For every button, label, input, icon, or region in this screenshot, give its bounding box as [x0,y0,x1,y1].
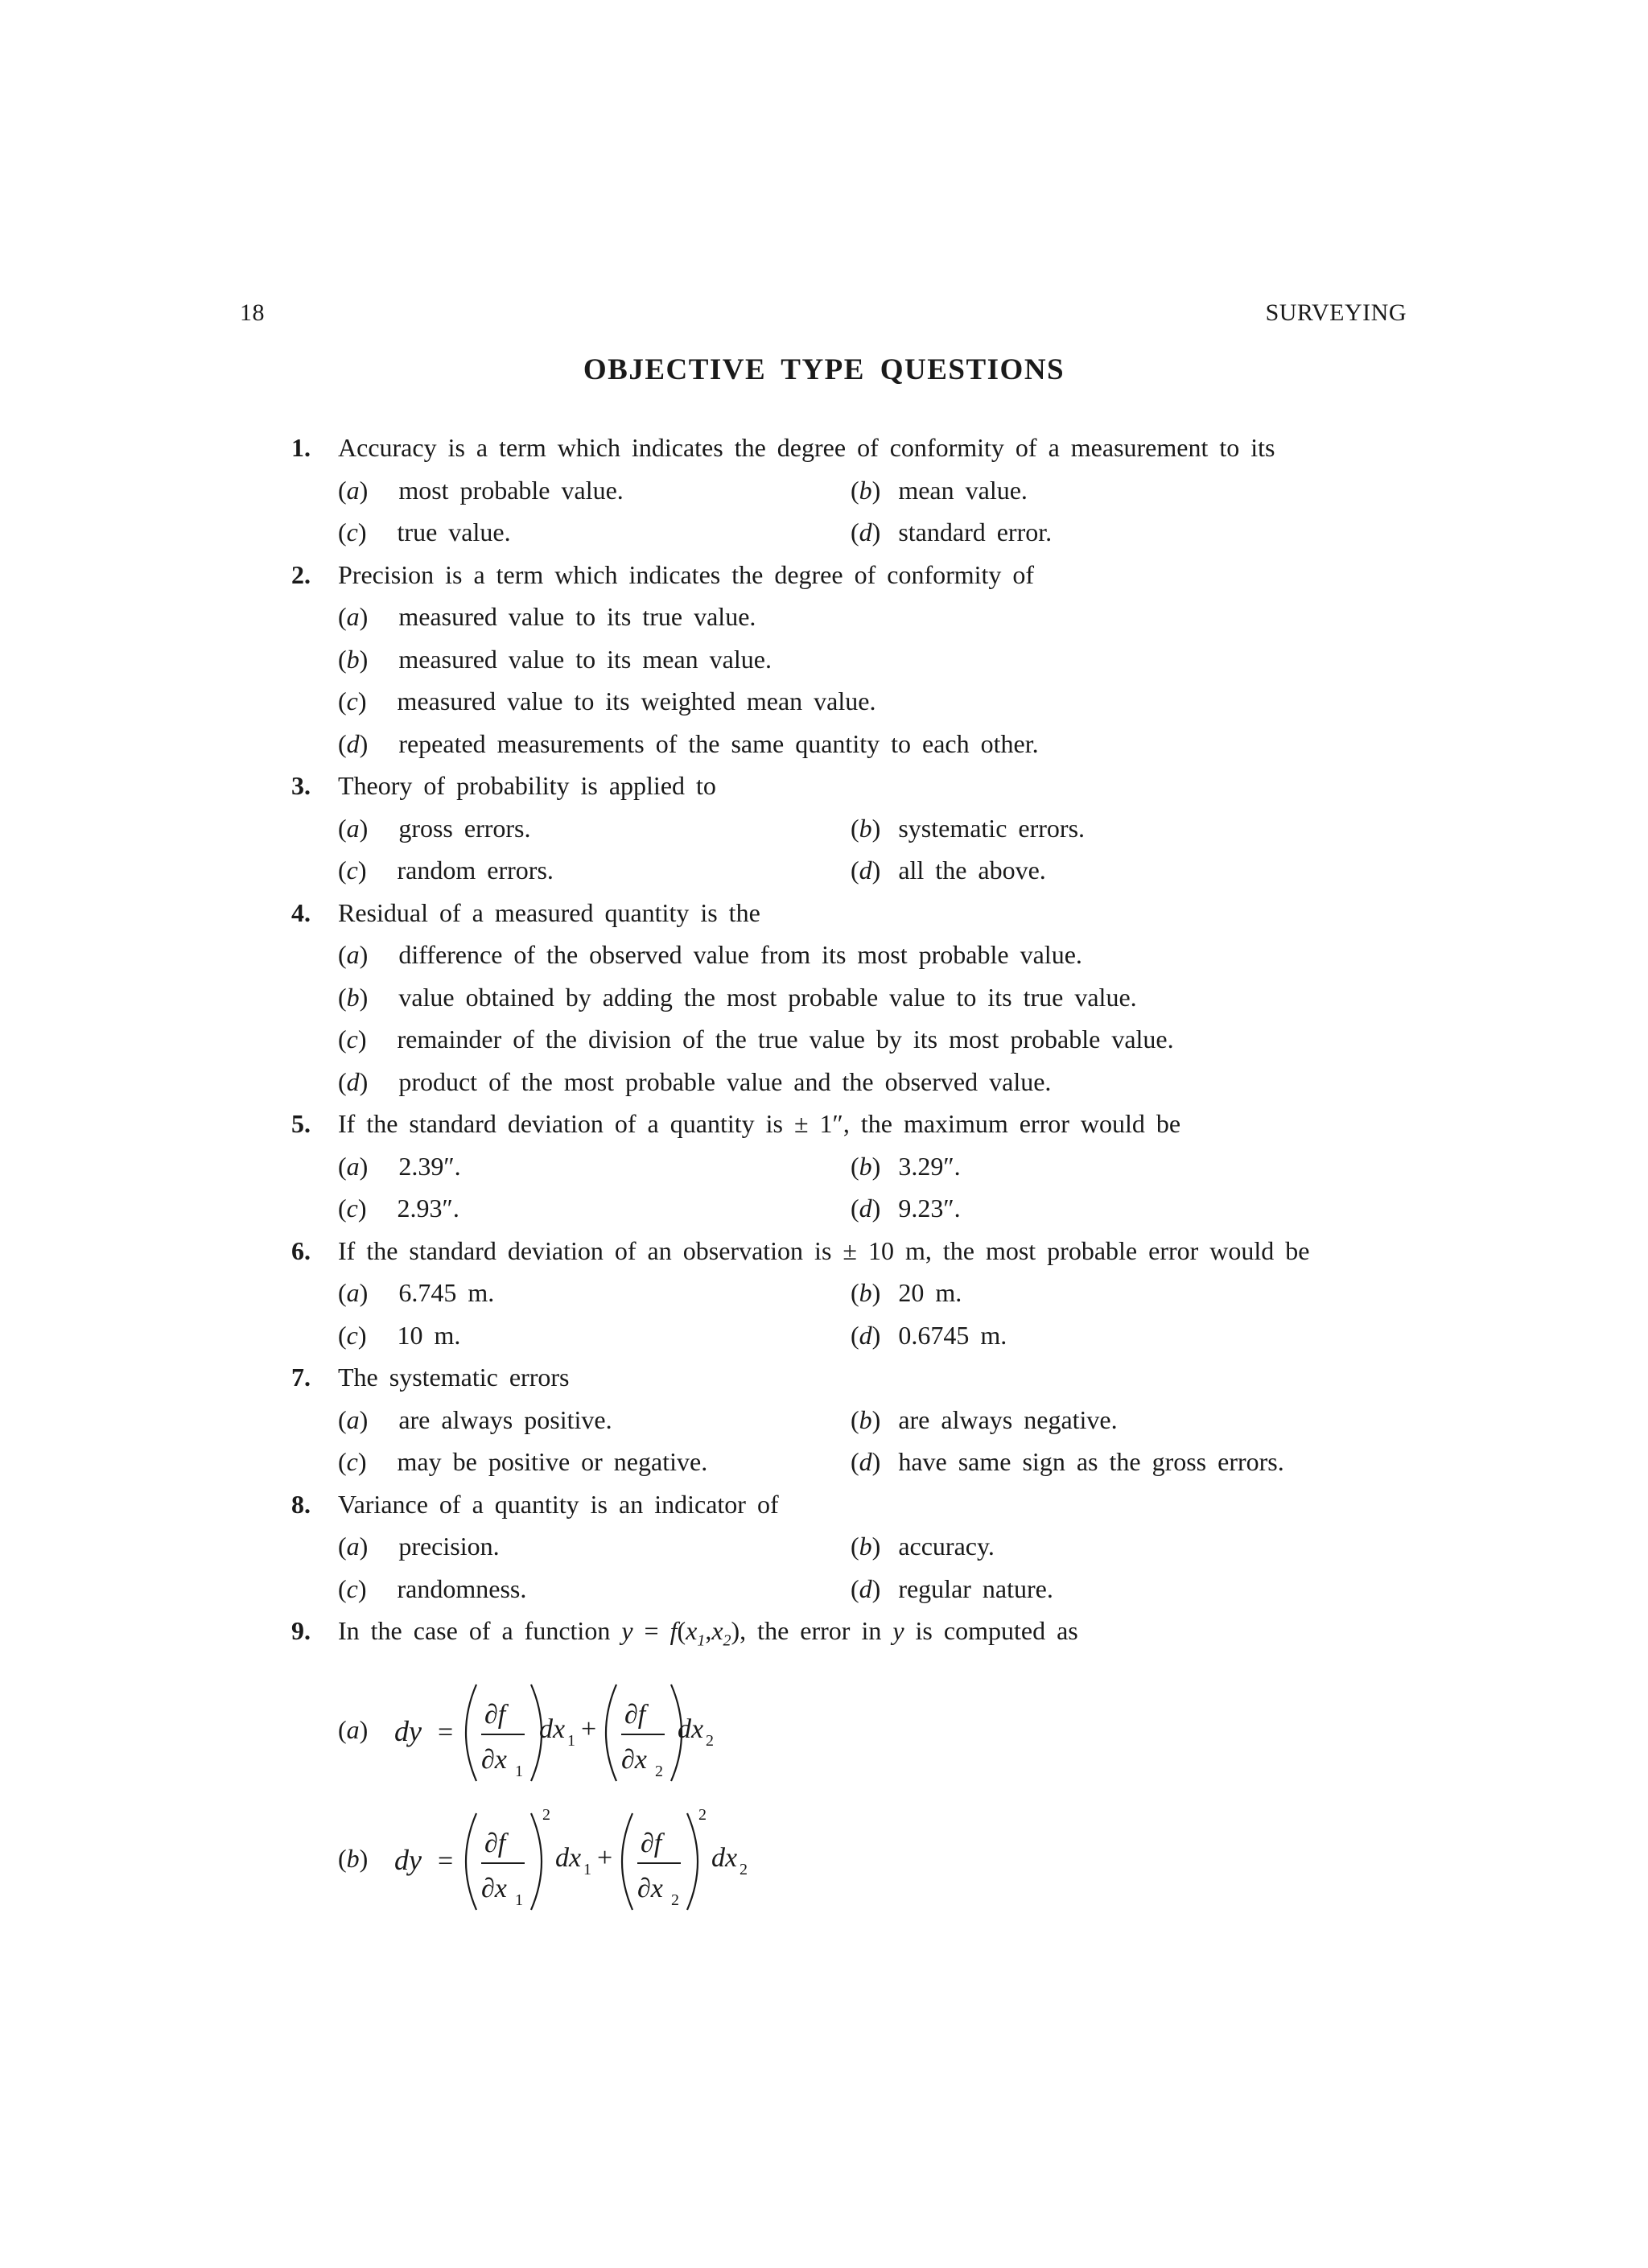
partial-denominator: ∂x [621,1744,647,1775]
option-a[interactable]: (a) measured value to its true value. [338,602,756,631]
question-2 [291,554,1418,765]
option-b[interactable]: (b) 20 m. [851,1278,962,1307]
question-number: 2. [291,559,311,589]
option-c[interactable]: (c) 10 m. [338,1320,461,1350]
question-number: 4. [291,897,311,927]
question-number: 1. [291,433,311,462]
partial-numerator: ∂f [624,1699,646,1730]
option-b[interactable]: (b) value obtained by adding the most probable value to its true value. [338,982,1137,1012]
left-paren-icon [606,1685,616,1781]
option-a[interactable]: (a) gross errors. [338,813,531,843]
question-stem: Theory of probability is applied to [338,771,716,800]
option-c[interactable]: (c) randomness. [338,1573,527,1603]
question-number: 6. [291,1235,311,1265]
question-stem: Variance of a quantity is an indicator of [338,1489,779,1519]
question-number: 5. [291,1109,311,1138]
subscript: 2 [655,1762,663,1780]
question-stem: If the standard deviation of a quantity is ± 1″, the maximum error would be [338,1109,1181,1138]
option-c[interactable]: (c) measured value to its weighted mean value. [338,687,876,715]
option-label: (b) [338,1843,369,1873]
question-7 [291,1356,1418,1483]
differential: dx [539,1713,566,1744]
option-d[interactable]: (d) 0.6745 m. [851,1320,1007,1350]
section-title: OBJECTIVE TYPE QUESTIONS [583,353,1065,386]
subscript: 2 [671,1891,679,1909]
option-d[interactable]: (d) have same sign as the gross errors. [851,1447,1284,1476]
question-9 [291,1610,1418,1928]
left-paren-icon [466,1685,476,1781]
option-a[interactable]: (a) difference of the observed value from its most probable value. [338,940,1082,969]
option-b[interactable]: (b) accuracy. [851,1532,995,1561]
question-number: 3. [291,771,311,800]
option-b[interactable]: (b) measured value to its mean value. [338,644,772,674]
option-d[interactable]: (d) 9.23″. [851,1194,961,1223]
differential: dx [678,1713,704,1744]
question-stem: Precision is a term which indicates the degree of conformity of [338,559,1035,589]
option-d[interactable]: (d) regular nature. [851,1573,1053,1603]
left-paren-icon [622,1813,632,1910]
page-number: 18 [240,299,265,326]
option-c[interactable]: (c) may be positive or negative. [338,1447,708,1476]
question-5 [291,1103,1418,1230]
formula-lhs: dy [394,1843,422,1876]
question-1 [291,427,1418,554]
option-b[interactable]: (b) mean value. [851,475,1028,505]
option-b[interactable] [291,1799,1418,1928]
option-a[interactable]: (a) 6.745 m. [338,1278,495,1307]
question-stem: In the case of a function $y = f(x_1,x_2)$, the error in y is computed as [338,1616,1078,1650]
running-title: SURVEYING [1265,299,1407,326]
option-b[interactable]: (b) are always negative. [851,1404,1118,1434]
question-4 [291,892,1418,1103]
formula-lhs: dy [394,1714,422,1747]
option-label: (a) [338,1714,369,1744]
option-c[interactable]: (c) remainder of the division of the true value by its most probable value. [338,1025,1174,1054]
subscript: 1 [515,1762,523,1780]
partial-denominator: ∂x [481,1873,507,1903]
question-stem: Accuracy is a term which indicates the degree of conformity of a measurement to its [338,433,1275,462]
option-d[interactable]: (d) repeated measurements of the same quantity to each other. [338,728,1039,758]
formula-a [394,1670,845,1799]
left-paren-icon [466,1813,476,1910]
plus-sign: + [597,1842,613,1873]
partial-numerator: ∂f [641,1828,662,1858]
option-b[interactable]: (b) systematic errors. [851,813,1086,843]
option-d[interactable]: (d) product of the most probable value and the observed value. [338,1066,1052,1096]
option-a[interactable] [291,1670,1418,1799]
formula-equals: = [438,1845,454,1876]
option-c[interactable]: (c) random errors. [338,856,554,885]
question-stem: Residual of a measured quantity is the [338,897,760,927]
question-stem: The systematic errors [338,1363,570,1392]
partial-numerator: ∂f [484,1828,506,1858]
option-b[interactable]: (b) 3.29″. [851,1151,961,1181]
question-number: 8. [291,1489,311,1519]
subscript: 2 [706,1731,714,1750]
question-8 [291,1483,1418,1610]
differential: dx [711,1842,738,1873]
partial-denominator: ∂x [481,1744,507,1775]
option-d[interactable]: (d) standard error. [851,518,1053,546]
question-6 [291,1230,1418,1357]
partial-denominator: ∂x [637,1873,663,1903]
option-c[interactable]: (c) true value. [338,518,511,546]
differential: dx [555,1842,582,1873]
partial-numerator: ∂f [484,1699,506,1730]
option-a[interactable]: (a) most probable value. [338,475,624,505]
formula-equals: = [438,1717,454,1747]
subscript: 1 [515,1891,523,1909]
right-paren-icon [531,1813,542,1910]
superscript: 2 [698,1805,707,1824]
option-d[interactable]: (d) all the above. [851,856,1046,885]
question-3 [291,765,1418,892]
option-a[interactable]: (a) are always positive. [338,1404,612,1434]
option-a[interactable]: (a) 2.39″. [338,1151,461,1181]
right-paren-icon [687,1813,698,1910]
option-c[interactable]: (c) 2.93″. [338,1194,459,1223]
question-number: 9. [291,1616,311,1645]
subscript: 1 [567,1731,575,1750]
question-stem: If the standard deviation of an observation is ± 10 m, the most probable error would be [338,1235,1310,1265]
subscript: 2 [740,1860,748,1878]
subscript: 1 [583,1860,591,1878]
question-list [291,427,1418,1928]
option-a[interactable]: (a) precision. [338,1532,500,1561]
plus-sign: + [581,1713,597,1744]
question-number: 7. [291,1363,311,1392]
superscript: 2 [542,1805,550,1824]
formula-b [394,1799,845,1928]
